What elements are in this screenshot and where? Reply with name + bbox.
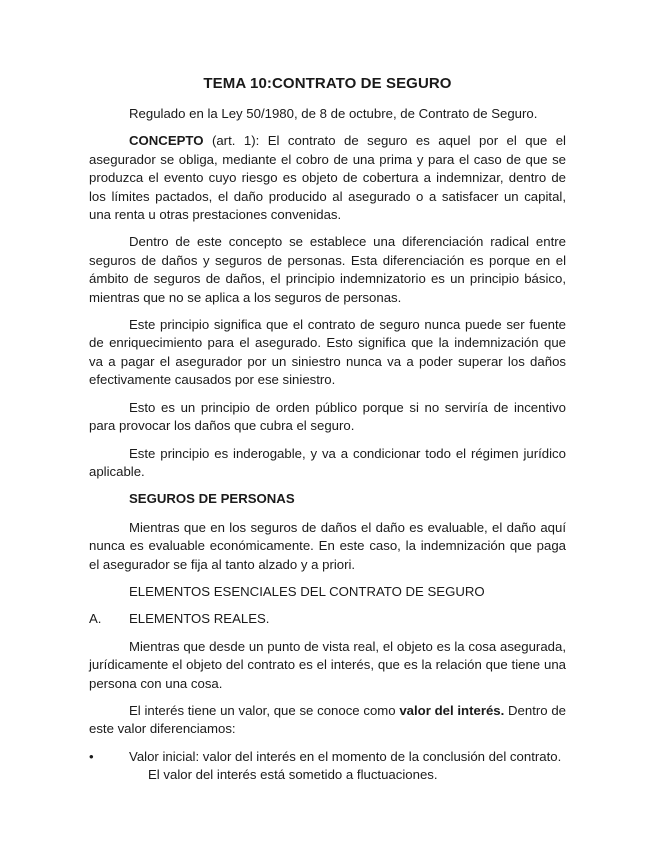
- body-paragraph-1: Dentro de este concepto se establece una diferenciación radical entre seguros de daños y seguros de personas. Esta diferenciación es porque en el ámbito de seguros de daños, el principio indemnizatorio es un principio básico, mientras que no se aplica a los seguros de personas.: [89, 234, 566, 305]
- body-paragraph-4: Este principio es inderogable, y va a condicionar todo el régimen jurídico aplicable.: [89, 445, 566, 479]
- bullet-content: [129, 748, 566, 785]
- valor-text-before: El interés tiene un valor, que se conoce como: [129, 702, 400, 718]
- seguros-personas-paragraph: Mientras que en los seguros de daños el daño es evaluable, el daño aquí nunca es evaluable económicamente. En este caso, la indemnización que paga el asegurador se fija al tanto alzado y a priori.: [89, 519, 566, 572]
- valor-paragraph: [89, 702, 566, 739]
- bullet-icon: •: [89, 748, 94, 764]
- concepto-paragraph: [89, 132, 566, 224]
- intro-paragraph: Regulado en la Ley 50/1980, de 8 de octubre, de Contrato de Seguro.: [129, 106, 538, 121]
- valor-text-after: Dentro de este valor diferenciamos:: [89, 702, 566, 737]
- concepto-label: CONCEPTO: [129, 133, 204, 149]
- valor-bold: valor del interés.: [399, 702, 505, 718]
- reales-paragraph: Mientras que desde un punto de vista real, el objeto es la cosa asegurada, jurídicamente el objeto del contrato es el interés, que es la relación que tiene una persona con una cosa.: [89, 638, 566, 691]
- bullet-item: [89, 748, 566, 785]
- section-a-title: ELEMENTOS REALES.: [129, 611, 270, 627]
- seguros-personas-heading: SEGUROS DE PERSONAS: [129, 491, 295, 507]
- body-paragraph-3: Esto es un principio de orden público porque si no serviría de incentivo para provocar los daños que cubra el seguro.: [89, 399, 566, 434]
- body-paragraph-2: Este principio significa que el contrato de seguro nunca puede ser fuente de enriquecimiento para el asegurado. Esto significa que la indemnización que va a pagar el asegurador por un siniestro nunca va a poder superar los daños efectivamente causados por ese siniestro.: [89, 317, 566, 388]
- section-a-heading: [89, 610, 566, 628]
- bullet-line-2: El valor del interés está sometido a fluctuaciones.: [148, 767, 438, 783]
- concepto-text: (art. 1): El contrato de seguro es aquel por el que el asegurador se obliga, mediante el cobro de una prima y para el caso de que se produzca el evento cuyo riesgo es objeto de cobertura a indemnizar, dentro de los límites pactados, el daño producido al asegurado o a satisfacer un capital, una renta u otras prestaciones convenidas.: [89, 133, 566, 223]
- bullet-line-1: Valor inicial: valor del interés en el momento de la conclusión del contrato.: [129, 748, 562, 764]
- elementos-heading: ELEMENTOS ESENCIALES DEL CONTRATO DE SEGURO: [129, 583, 485, 599]
- document-title: TEMA 10:CONTRATO DE SEGURO: [203, 75, 452, 92]
- section-a-marker: A.: [89, 611, 102, 627]
